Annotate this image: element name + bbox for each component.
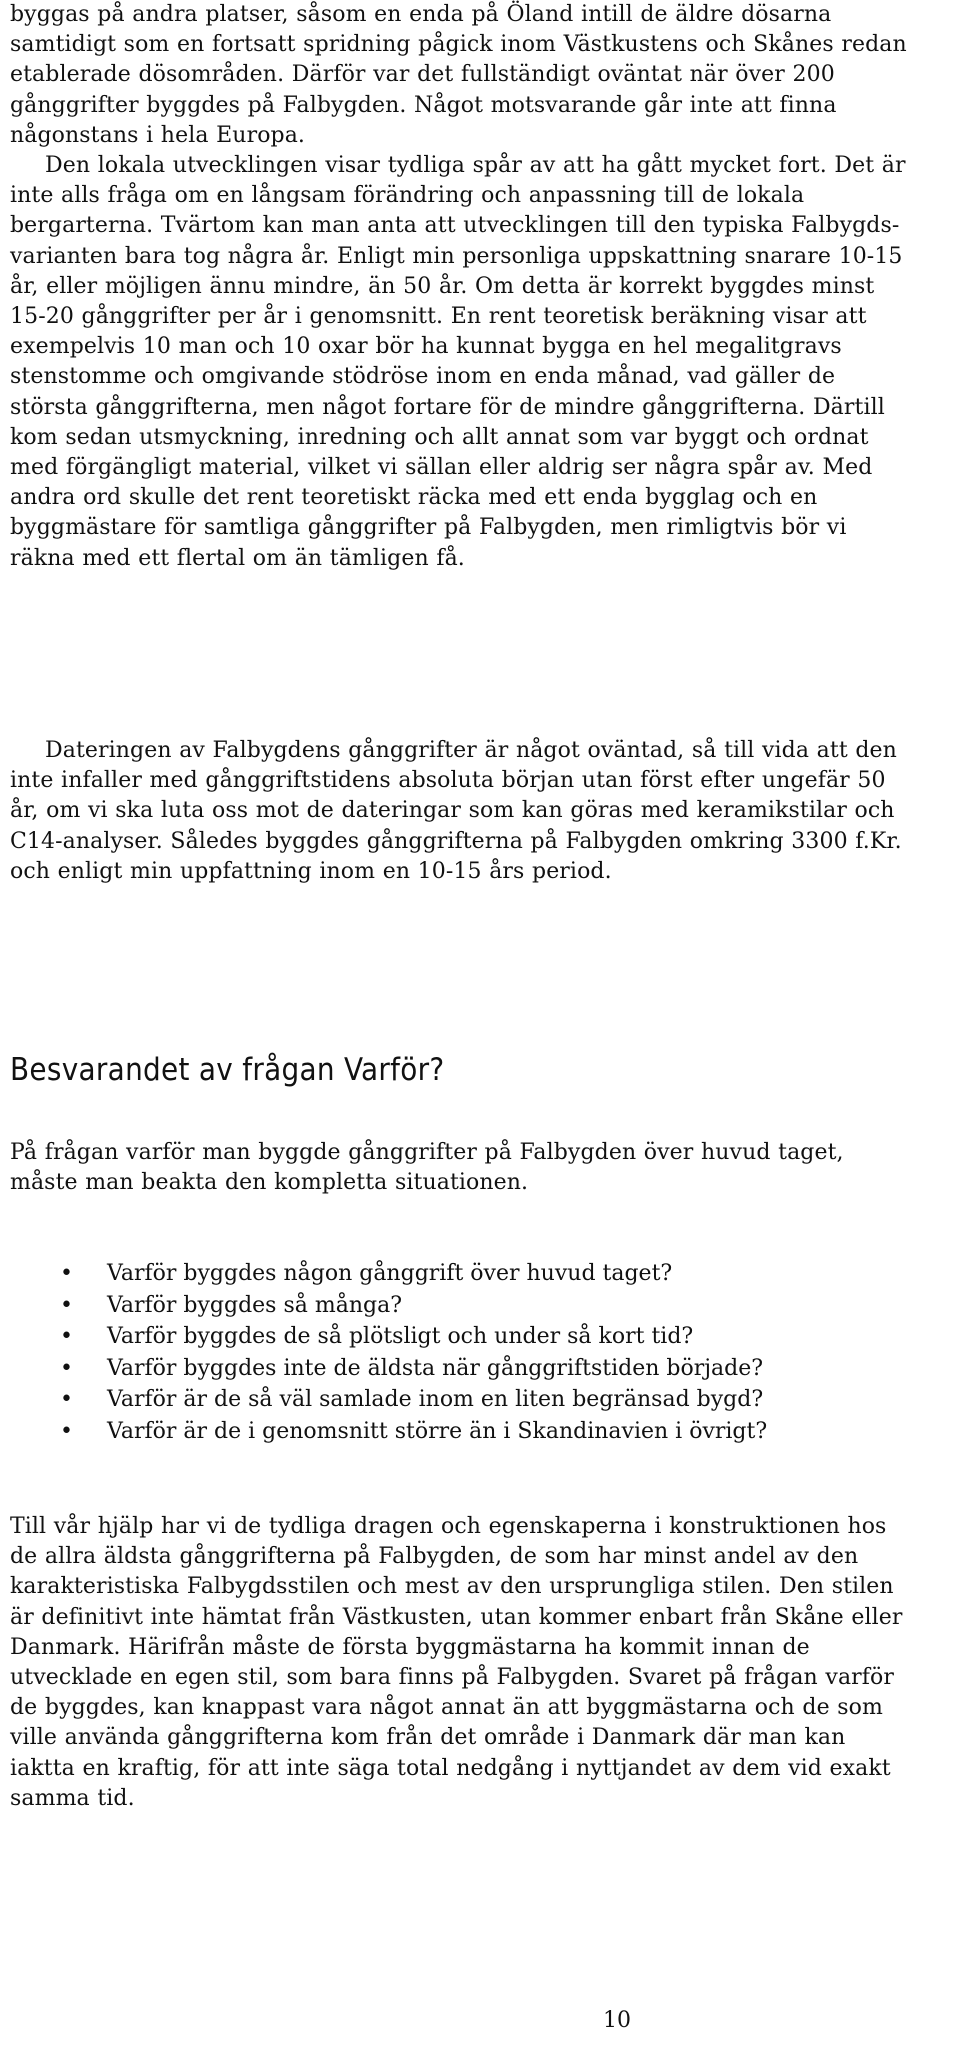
top-text-block bbox=[10, 0, 915, 574]
list-item bbox=[10, 1290, 915, 1322]
dating-text-block bbox=[10, 736, 915, 887]
question-text: Varför är de så väl samlade inom en liten begränsad bygd? bbox=[107, 1387, 764, 1412]
list-item bbox=[10, 1353, 915, 1385]
paragraph-intro: På frågan varför man byggde gånggrifter på Falbygden över huvud taget, måste man beakta den kompletta situationen. bbox=[10, 1140, 844, 1196]
paragraph-local-development: Den lokala utvecklingen visar tydliga spår av att ha gått mycket fort. Det är inte alls fråga om en långsam förändring och anpassning till de lokala bergarterna. Tvärtom kan man anta att utvecklingen till den typiska Falbygds-varianten bara tog några år. Enligt min personliga uppskattning snarare 10-15 år, eller möjligen ännu mindre, än 50 år. Om detta är korrekt byggdes minst 15-20 gånggrifter per år i genomsnitt. En rent teoretisk beräkning visar att exempelvis 10 man och 10 oxar bör ha kunnat bygga en hel megalitgravs stenstomme och omgivande stödröse inom en enda månad, vad gäller de största gånggrifterna, men något fortare för de mindre gånggrifterna. Därtill kom sedan utsmyckning, inredning och allt annat som var byggt och ordnat med förgängligt material, vilket vi sällan eller aldrig ser några spår av. Med andra ord skulle det rent teoretiskt räcka med ett enda bygglag och en byggmästare för samtliga gånggrifter på Falbygden, men rimligtvis bör vi räkna med ett flertal om än tämligen få. bbox=[10, 153, 906, 571]
question-text: Varför byggdes inte de äldsta när gånggriftstiden började? bbox=[107, 1355, 764, 1381]
bullet-icon: • bbox=[60, 1324, 73, 1349]
bullet-icon: • bbox=[60, 1261, 73, 1286]
paragraph-closing: Till vår hjälp har vi de tydliga dragen och egenskaperna i konstruktionen hos de allra äldsta gånggrifterna på Falbygden, de som har minst andel av den karakteristiska Falbygdsstilen och mest av den ursprungliga stilen. Den stilen är definitivt inte hämtat från Västkusten, utan kommer enbart från Skåne eller Danmark. Härifrån måste de första byggmästarna ha kommit innan de utvecklade en egen stil, som bara finns på Falbygden. Svaret på frågan varför de byggdes, kan knappast vara något annat än att byggmästarna och de som ville använda gånggrifterna kom från det område i Danmark där man kan iaktta en kraftig, för att inte säga total nedgång i nyttjandet av dem vid exakt samma tid. bbox=[10, 1514, 903, 1811]
closing-text-block bbox=[10, 1512, 915, 1814]
page-number: 10 bbox=[603, 2008, 631, 2033]
paragraph-dating: Dateringen av Falbygdens gånggrifter är något oväntad, så till vida att den inte infaller med gånggriftstidens absoluta början utan först efter ungefär 50 år, om vi ska luta oss mot de dateringar som kan göras med keramikstilar och C14-analyser. Således byggdes gånggrifterna på Falbygden omkring 3300 f.Kr. och enligt min uppfattning inom en 10-15 års period. bbox=[10, 738, 902, 884]
question-text: Varför byggdes någon gånggrift över huvud taget? bbox=[107, 1261, 673, 1286]
intro-text-block bbox=[10, 1138, 915, 1198]
list-item bbox=[10, 1416, 915, 1448]
question-list bbox=[10, 1258, 915, 1447]
list-item bbox=[10, 1321, 915, 1353]
bullet-icon: • bbox=[60, 1292, 73, 1318]
bullet-icon: • bbox=[60, 1387, 73, 1412]
bullet-icon: • bbox=[60, 1418, 73, 1444]
list-item bbox=[10, 1258, 915, 1290]
question-text: Varför byggdes de så plötsligt och under så kort tid? bbox=[107, 1324, 694, 1349]
list-item bbox=[10, 1384, 915, 1416]
section-heading: Besvarandet av frågan Varför? bbox=[10, 1052, 445, 1088]
paragraph-continuation: byggas på andra platser, såsom en enda på Öland intill de äldre dösarna samtidigt som en fortsatt spridning pågick inom Västkustens och Skånes redan etablerade dösområden. Därför var det fullständigt oväntat när över 200 gånggrifter byggdes på Falbygden. Något motsvarande går inte att finna någonstans i hela Europa. bbox=[10, 2, 907, 148]
bullet-icon: • bbox=[60, 1355, 73, 1381]
question-text: Varför byggdes så många? bbox=[107, 1292, 403, 1318]
question-text: Varför är de i genomsnitt större än i Skandinavien i övrigt? bbox=[107, 1418, 768, 1444]
